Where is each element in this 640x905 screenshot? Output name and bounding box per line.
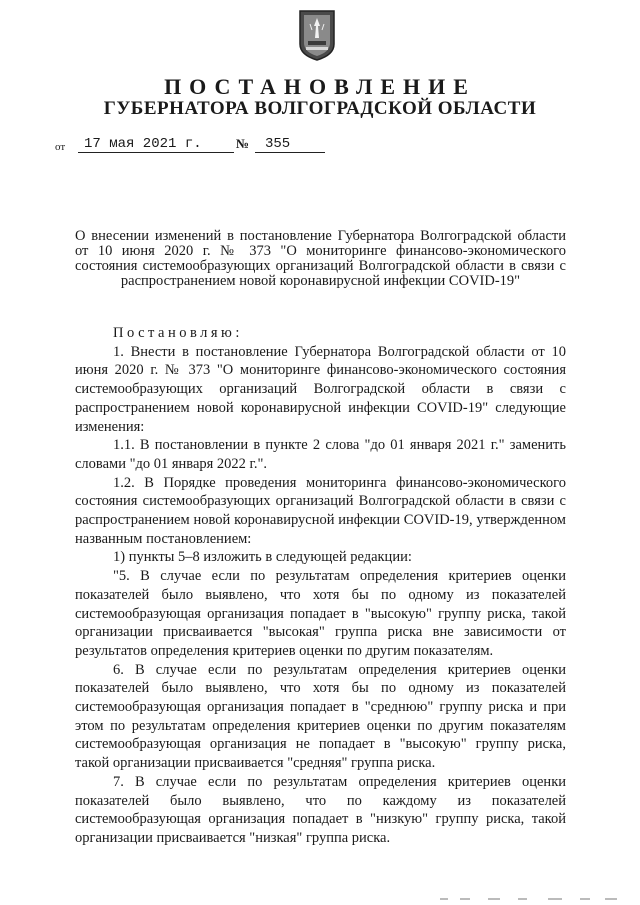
paragraph-1: 1. Внести в постановление Губернатора Волгоградской области от 10 июня 2020 г. № 373 "О мониторинге финансово-экономического состояния системообразующих организаций Волгоградской области в связи с распространением новой коронавирусной инфекции COVID-19" следующие изменения: (75, 343, 566, 435)
date-prefix-label: от (55, 141, 66, 153)
scan-noise-marks (440, 896, 620, 902)
paragraph-5: "5. В случае если по результатам определения критериев оценки показателей было выявлено, что хотя бы по одному из показателей системообразующая организация попадает в "высокую" группу риска, такой организации присваивается "высокая" группа риска вне зависимости от результатов определения критериев оценки по другим показателям. (75, 568, 566, 659)
document-title: ПОСТАНОВЛЕНИЕ (164, 74, 476, 99)
document-subject: О внесении изменений в постановление Губернатора Волгоградской области от 10 июня 2020 г. № 373 "О мониторинге финансово-экономического состояния системообразующих организаций Волгоградской области в связи с распространением новой коронавирусной инфекции COVID-19" (75, 228, 566, 289)
number-prefix-label: № (236, 136, 250, 151)
coat-of-arms-emblem (296, 8, 338, 62)
paragraph-6: 6. В случае если по результатам определения критериев оценки показателей было выявлено, что хотя бы по одному из показателей системообразующая организация попадает в "среднюю" группу риска и при этом по результатам определения критериев оценки по другим показателям системообразующая организация не попадает в "высокую" группу риска, такой организации присваивается "средняя" группа риска. (75, 661, 566, 772)
paragraph-7: 7. В случае если по результатам определения критериев оценки показателей было выявлено, что по каждому из показателей системообразующая организация попадает в "низкую" группу риска, такой организации присваивается "низкая" группа риска. (75, 773, 566, 846)
document-number: 355 (255, 136, 325, 153)
document-body (75, 324, 566, 848)
document-date: 17 мая 2021 г. (78, 136, 234, 153)
paragraph-1-2-subitem: 1) пункты 5–8 изложить в следующей редакции: (113, 549, 412, 566)
document-issuer: ГУБЕРНАТОРА ВОЛГОГРАДСКОЙ ОБЛАСТИ (103, 98, 537, 119)
paragraph-1-2: 1.2. В Порядке проведения мониторинга финансово-экономического состояния системообразующих организаций Волгоградской области в связи с распространением новой коронавирусной инфекции COVID-19, утвержденном названным постановлением: (75, 474, 566, 547)
paragraph-1-1: 1.1. В постановлении в пункте 2 слова "до 01 января 2021 г." заменить словами "до 01 января 2022 г.". (75, 437, 566, 472)
decree-word: Постановляю: (113, 325, 243, 341)
